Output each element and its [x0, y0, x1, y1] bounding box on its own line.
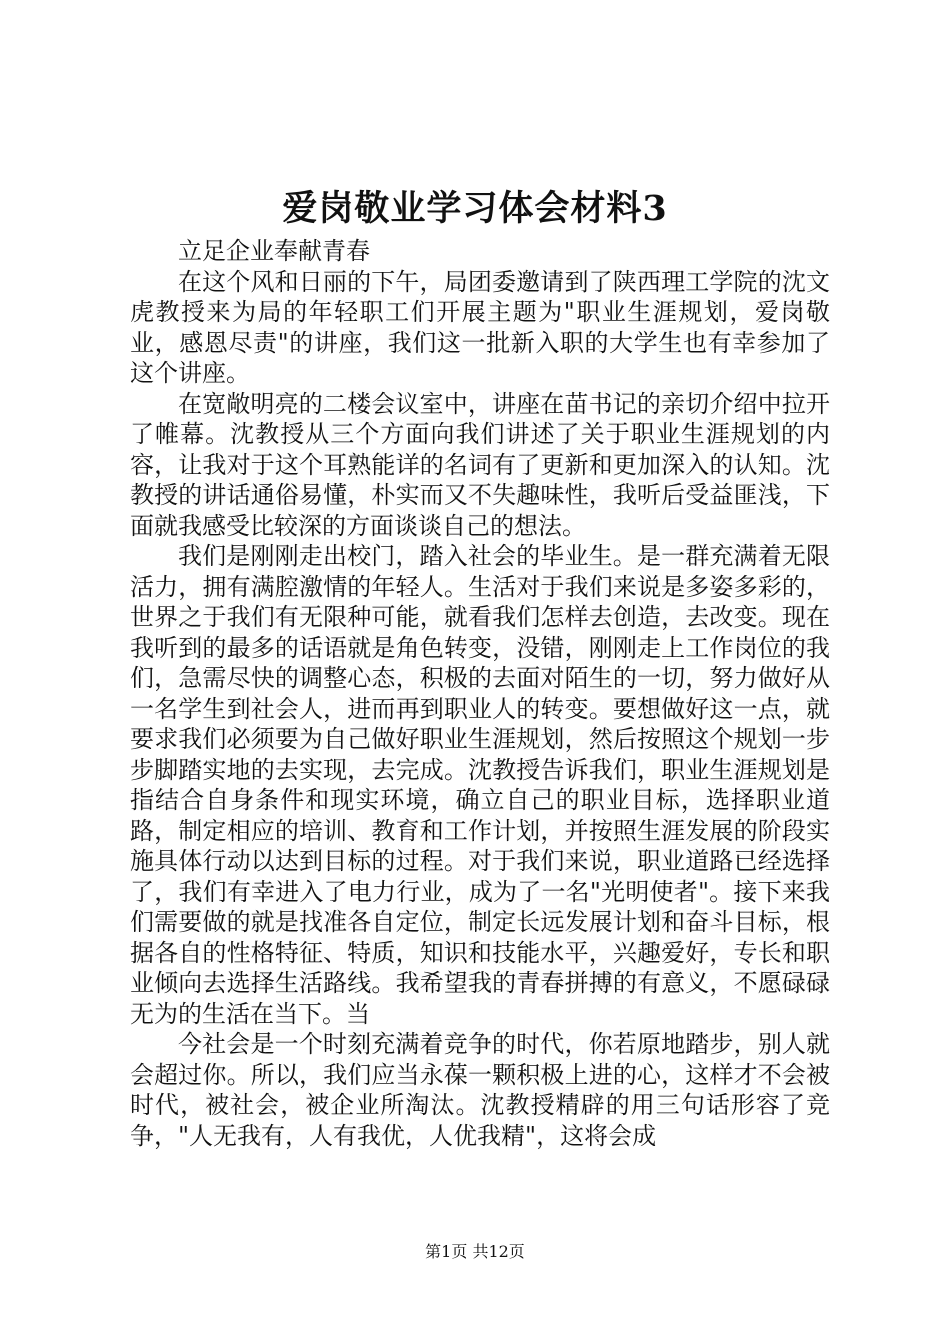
paragraph: 我们是刚刚走出校门，踏入社会的毕业生。是一群充满着无限活力，拥有满腔激情的年轻人。生活对于我们来说是多姿多彩的，世界之于我们有无限种可能，就看我们怎样去创造，去改变。现在我听到的最多的话语就是角色转变，没错，刚刚走上工作岗位的我们，急需尽快的调整心态，积极的去面对陌生的一切，努力做好从一名学生到社会人，进而再到职业人的转变。要想做好这一点，就要求我们必须要为自己做好职业生涯规划，然后按照这个规划一步步脚踏实地的去实现，去完成。沈教授告诉我们，职业生涯规划是指结合自身条件和现实环境，确立自己的职业目标，选择职业道路，制定相应的培训、教育和工作计划，并按照生涯发展的阶段实施具体行动以达到目标的过程。对于我们来说，职业道路已经选择了，我们有幸进入了电力行业，成为了一名"光明使者"。接下来我们需要做的就是找准各自定位，制定长远发展计划和奋斗目标，根据各自的性格特征、特质，知识和技能水平，兴趣爱好，专长和职业倾向去选择生活路线。我希望我的青春拼搏的有意义，不愿碌碌无为的生活在当下。当: [130, 542, 830, 1028]
page-number-footer: 第1页 共12页: [425, 1242, 525, 1261]
paragraph: 在这个风和日丽的下午，局团委邀请到了陕西理工学院的沈文虎教授来为局的年轻职工们开展主题为"职业生涯规划，爱岗敬业，感恩尽责"的讲座，我们这一批新入职的大学生也有幸参加了这个讲座。: [130, 267, 830, 387]
paragraph: 今社会是一个时刻充满着竞争的时代，你若原地踏步，别人就会超过你。所以，我们应当永葆一颗积极上进的心，这样才不会被时代，被社会，被企业所淘汰。沈教授精辟的用三句话形容了竞争，"人无我有，人有我优，人优我精"，这将会成: [130, 1030, 830, 1150]
paragraph-subtitle: 立足企业奉献青春: [178, 237, 370, 265]
paragraph: 在宽敞明亮的二楼会议室中，讲座在苗书记的亲切介绍中拉开了帷幕。沈教授从三个方面向我们讲述了关于职业生涯规划的内容，让我对于这个耳熟能详的名词有了更新和更加深入的认知。沈教授的讲话通俗易懂，朴实而又不失趣味性，我听后受益匪浅，下面就我感受比较深的方面谈谈自己的想法。: [130, 389, 830, 540]
document-body: [130, 236, 830, 1151]
document-title: 爱岗敬业学习体会材料3: [282, 188, 668, 229]
